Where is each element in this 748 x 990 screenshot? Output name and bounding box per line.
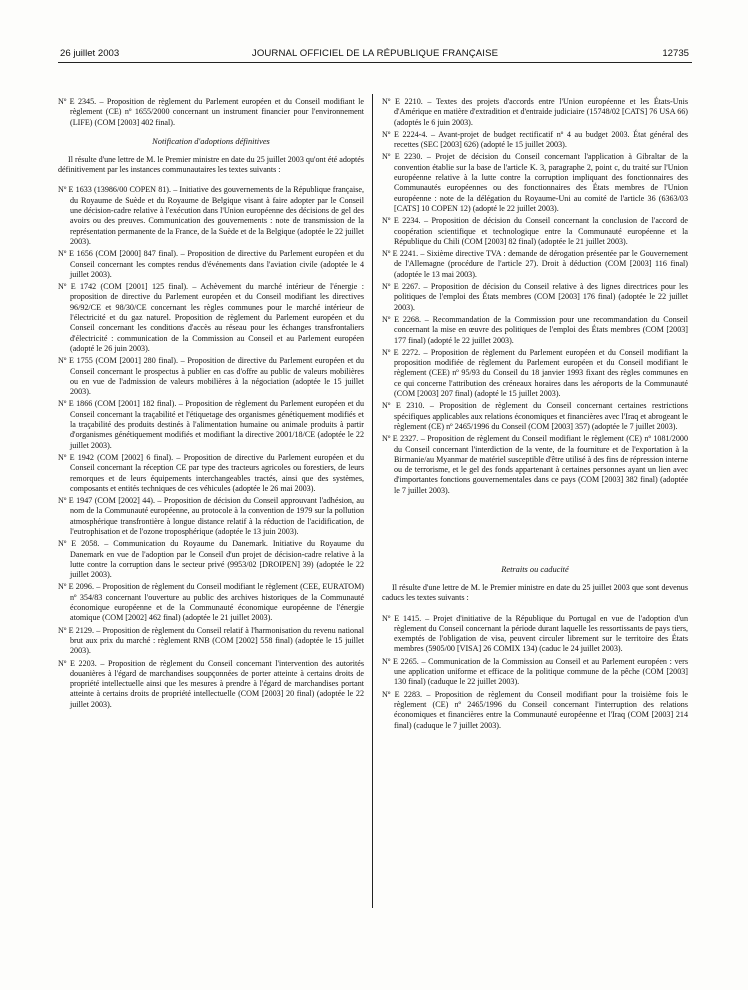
list-item: Nº E 2272. – Proposition de règlement du Parlement européen et du Conseil modifiant la proposition modifiée de règlement du Parlement européen et du Conseil modifiant le règlement (CEE) nº 95/93 du Conseil du 18 janvier 1993 fixant des règles communes en ce qui concerne l'attribution des créneaux horaires dans les aéroports de la Communauté (COM [2003] 207 final) (adopté le 15 juillet 2003). (382, 347, 688, 399)
spacer (382, 498, 688, 556)
list-item: Nº E 2058. – Communication du Royaume du Danemark. Initiative du Royaume du Danemark en vue de l'adoption par le Conseil d'un projet de décision-cadre relative à la lutte contre la corruption dans le secteur privé (9953/02 [DROIPEN] 39) (adoptée le 22 juillet 2003). (58, 539, 364, 580)
list-item: Nº E 2345. – Proposition de règlement du Parlement européen et du Conseil modifiant le règlement (CE) nº 1655/2000 concernant un instrument financier pour l'environnement (LIFE) (COM [2003] 402 final). (58, 97, 364, 127)
list-item: Nº E 2267. – Proposition de décision du Conseil relative à des lignes directrices pour les politiques de l'emploi des États membres (COM [2003] 176 final) (adoptée le 22 juillet 2003). (382, 282, 688, 312)
list-item: Nº E 2203. – Proposition de règlement du Conseil concernant l'intervention des autorités douanières à l'égard de marchandises soupçonnées de porter atteinte à certains droits de propriété intellectuelle ainsi que les mesures à prendre à l'égard de marchandises portant atteinte à certains droits de propriété intellectuelle (COM [2003] 20 final) (adoptée le 22 juillet 2003). (58, 658, 364, 709)
right-column (382, 97, 688, 733)
list-item: Nº E 1415. – Projet d'initiative de la République du Portugal en vue de l'adoption d'un règlement du Conseil concernant la période durant laquelle les ressortissants de pays tiers, exemptés de l'obligation de visa, peuvent circuler librement sur le territoire des États membres (5905/00 [VISA] 26 COMIX 134) (caduc le 24 juillet 2003). (382, 613, 688, 654)
list-item: Nº E 2265. – Communication de la Commission au Conseil et au Parlement européen : vers une application uniforme et efficace de la politique commune de la pêche (COM [2003] 130 final) (caduque le 22 juillet 2003). (382, 656, 688, 687)
section-title-adoptions: Notification d'adoptions définitives (152, 136, 270, 146)
list-item: Nº E 1656 (COM [2000] 847 final). – Proposition de directive du Parlement européen et du Conseil concernant les comptes rendus d'événements dans l'aviation civile (adoptée le 4 juillet 2003). (58, 249, 364, 279)
column-divider (372, 94, 373, 908)
header-page-number: 12735 (662, 48, 689, 59)
list-item: Nº E 2268. – Recommandation de la Commission pour une recommandation du Conseil concernant la mise en œuvre des politiques de l'emploi des États membres (COM [2003] 177 final) (adopté le 22 juillet 2003). (382, 314, 688, 345)
list-item: Nº E 2230. – Projet de décision du Conseil concernant l'application à Gibraltar de la convention établie sur la base de l'article K. 3, paragraphe 2, point c, du traité sur l'Union européenne relative à la lutte contre la corruption impliquant des fonctionnaires des Communautés européennes ou des fonctionnaires des États membres de l'Union européenne : note de la délégation du Royaume-Uni au comité de l'article 36 (6363/03 [CATS] 10 COPEN 12) (adopté le 22 juillet 2003). (382, 152, 688, 213)
section-title-retraits: Retraits ou caducité (501, 564, 569, 574)
list-item: Nº E 1866 (COM [2001] 182 final). – Proposition de règlement du Parlement européen et du Conseil concernant la traçabilité et l'étiquetage des organismes génétiquement modifiés et la traçabilité des produits destinés à l'alimentation humaine ou animale produits à partir d'organismes génétiquement modifiés et modifiant la directive 2001/18/CE (adoptée le 22 juillet 2003). (58, 399, 364, 450)
list-item: Nº E 1947 (COM [2002] 44). – Proposition de décision du Conseil approuvant l'adhésion, au nom de la Communauté européenne, au protocole à la convention de 1979 sur la pollution atmosphérique transfrontière à longue distance relatif à la réduction de l'acidification, de l'eutrophisation et de l'ozone troposphérique (adoptée le 13 juin 2003). (58, 496, 364, 536)
section-intro-adoptions: Il résulte d'une lettre de M. le Premier ministre en date du 25 juillet 2003 qu'ont été adoptés définitivement par les instances communautaires les textes suivants : (58, 154, 365, 175)
list-item: Nº E 1742 (COM [2001] 125 final). – Achèvement du marché intérieur de l'énergie : proposition de directive du Parlement européen et du Conseil modifiant les directives 96/92/CE et 98/30/CE concernant les règles communes pour le marché intérieur de l'électricité et du gaz naturel. Proposition de règlement du Parlement européen et du Conseil concernant les conditions d'accès au réseau pour les échanges transfrontaliers d'électricité : communication de la Commission au Conseil et au Parlement européen (adopté le 26 juin 2003). (58, 282, 364, 353)
page-header (58, 44, 692, 63)
list-item: Nº E 2210. – Textes des projets d'accords entre l'Union européenne et les États-Unis d'Amérique en matière d'extradition et d'entraide judiciaire (15748/02 [CATS] 76 USA 66) (adoptés le 6 juin 2003). (382, 97, 688, 127)
list-item: Nº E 2234. – Proposition de décision du Conseil concernant la conclusion de l'accord de coopération scientifique et technologique entre la Communauté européenne et la République du Chili (COM [2003] 82 final) (adoptée le 21 juillet 2003). (382, 216, 688, 246)
list-item: Nº E 2310. – Proposition de règlement du Conseil concernant certaines restrictions spécifiques applicables aux relations économiques et financières avec l'Iraq et abrogeant le règlement (CE) nº 2465/1996 du Conseil (COM [2003] 357) (adoptée le 7 juillet 2003). (382, 401, 688, 431)
list-item: Nº E 2327. – Proposition de règlement du Conseil modifiant le règlement (CE) nº 1081/2000 du Conseil concernant l'interdiction de la vente, de la fourniture et de l'exportation à la Birmanie/au Myanmar de matériel susceptible d'être utilisé à des fins de répression interne ou de terrorisme, et le gel des fonds appartenant à certaines personnes ayant un lien avec d'importantes fonctions gouvernementales dans ce pays (COM [2003] 382 final) (adoptée le 7 juillet 2003). (382, 434, 688, 495)
list-item: Nº E 1942 (COM [2002] 6 final). – Proposition de directive du Parlement européen et du Conseil concernant la réception CE par type des tracteurs agricoles ou forestiers, de leurs remorques et de leurs équipements interchangeables tractés, ainsi que des systèmes, composants et entités techniques de ces véhicules (adoptée le 26 mai 2003). (58, 452, 364, 493)
left-column (58, 97, 364, 712)
list-item: Nº E 2096. – Proposition de règlement du Conseil modifiant le règlement (CEE, EURATOM) nº 354/83 concernant l'ouverture au public des archives historiques de la Communauté économique européenne et de la Communauté économique européenne de l'énergie atomique (COM [2002] 462 final) (adoptée le 21 juillet 2003). (58, 582, 364, 623)
list-item: Nº E 1633 (13986/00 COPEN 81). – Initiative des gouvernements de la République française, du Royaume de Suède et du Royaume de Belgique visant à faire adopter par le Conseil une décision-cadre relative à l'exécution dans l'Union européenne des décisions de gel des avoirs ou des preuves. Communication des gouvernements : note de transmission de la représentation permanente de la France, de la Suède et de la Belgique (adoptée le 22 juillet 2003). (58, 185, 364, 246)
list-item: Nº E 2241. – Sixième directive TVA : demande de dérogation présentée par le Gouvernement de l'Allemagne (procédure de l'article 27). Droit à déduction (COM [2003] 116 final) (adoptée le 13 mai 2003). (382, 249, 688, 279)
section-intro-retraits: Il résulte d'une lettre de M. le Premier ministre en date du 25 juillet 2003 que sont devenus caducs les textes suivants : (382, 582, 688, 603)
header-date: 26 juillet 2003 (60, 48, 120, 59)
list-item: Nº E 1755 (COM [2001] 280 final). – Proposition de directive du Parlement européen et du Conseil concernant le prospectus à publier en cas d'offre au public de valeurs mobilières ou en vue de l'admission de valeurs mobilières à la négociation (adoptée le 15 juillet 2003). (58, 356, 364, 397)
list-item: Nº E 2224-4. – Avant-projet de budget rectificatif nº 4 au budget 2003. État général des recettes (SEC [2003] 626) (adopté le 15 juillet 2003). (382, 129, 688, 150)
header-title: JOURNAL OFFICIEL DE LA RÉPUBLIQUE FRANÇAISE (251, 48, 499, 59)
list-item: Nº E 2129. – Proposition de règlement du Conseil relatif à l'harmonisation du revenu national brut aux prix du marché : règlement RNB (COM [2002] 558 final) (adoptée le 15 juillet 2003). (58, 625, 364, 656)
list-item: Nº E 2283. – Proposition de règlement du Conseil modifiant pour la troisième fois le règlement (CE) nº 2465/1996 du Conseil concernant l'interruption des relations économiques et financières entre la Communauté européenne et l'Iraq (COM [2003] 214 final) (caduque le 7 juillet 2003). (382, 689, 688, 730)
